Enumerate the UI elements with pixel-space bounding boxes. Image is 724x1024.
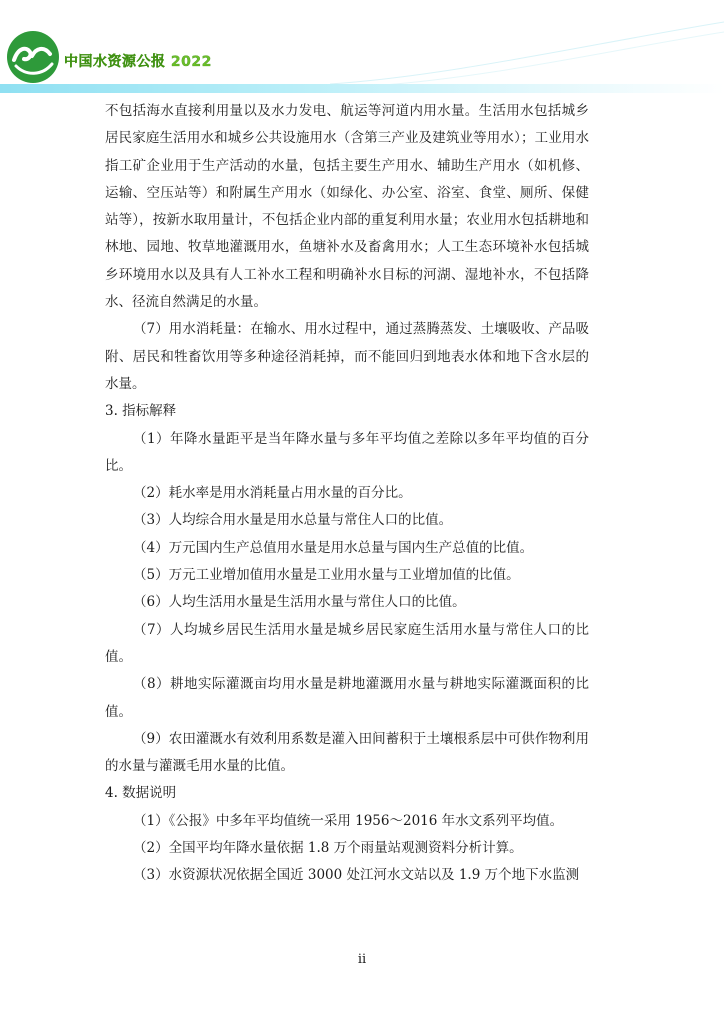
document-body <box>105 98 589 890</box>
data-note-item-3: （3）水资源状况依据全国近 3000 处江河水文站以及 1.9 万个地下水监测 <box>133 867 580 884</box>
header-color-bar <box>0 84 724 93</box>
indicator-item-5: （5）万元工业增加值用水量是工业用水量与工业增加值的比值。 <box>133 567 520 584</box>
indicator-item-6: （6）人均生活用水量是生活用水量与常住人口的比值。 <box>133 594 466 611</box>
section-heading-data-notes: 4. 数据说明 <box>105 785 177 802</box>
indicator-item-1: （1）年降水量距平是当年降水量与多年平均值之差除以多年平均值的百分比。 <box>105 430 589 474</box>
indicator-item-8: （8）耕地实际灌溉亩均用水量是耕地灌溉用水量与耕地实际灌溉面积的比值。 <box>105 676 589 720</box>
report-brand-title: 中国水资源公报 2022 <box>64 54 212 70</box>
page-number: ii <box>357 952 367 967</box>
indicator-item-7: （7）人均城乡居民生活用水量是城乡居民家庭生活用水量与常住人口的比值。 <box>105 621 589 665</box>
indicator-item-3: （3）人均综合用水量是用水总量与常住人口的比值。 <box>133 512 453 529</box>
indicator-item-9: （9）农田灌溉水有效利用系数是灌入田间蓄积于土壤根系层中可供作物利用的水量与灌溉毛用水量的比值。 <box>105 730 589 775</box>
indicator-item-2: （2）耗水率是用水消耗量占用水量的百分比。 <box>133 485 412 502</box>
header-swoosh-decoration <box>330 14 724 94</box>
paragraph-water-consumption: （7）用水消耗量：在输水、用水过程中，通过蒸腾蒸发、土壤吸收、产品吸附、居民和牲畜饮用等多种途径消耗掉，而不能回归到地表水体和地下含水层的水量。 <box>105 321 589 392</box>
water-resources-logo-icon <box>6 30 60 84</box>
data-note-item-2: （2）全国平均年降水量依据 1.8 万个雨量站观测资料分析计算。 <box>133 840 523 857</box>
page-header <box>0 0 724 100</box>
data-note-item-1: （1）《公报》中多年平均值统一采用 1956～2016 年水文系列平均值。 <box>133 812 564 829</box>
paragraph-water-use-definitions: 不包括海水直接利用量以及水力发电、航运等河道内用水量。生活用水包括城乡居民家庭生活用水和城乡公共设施用水（含第三产业及建筑业等用水）；工业用水指工矿企业用于生产活动的水量，包括主要生产用水、辅助生产用水（如机修、运输、空压站等）和附属生产用水（如绿化、办公室、浴室、食堂、厕所、保健站等），按新水取用量计，不包括企业内部的重复利用水量；农业用水包括耕地和林地、园地、牧草地灌溉用水，鱼塘补水及畜禽用水；人工生态环境补水包括城乡环境用水以及具有人工补水工程和明确补水目标的河湖、湿地补水，不包括降水、径流自然满足的水量。 <box>105 103 589 311</box>
indicator-item-4: （4）万元国内生产总值用水量是用水总量与国内生产总值的比值。 <box>133 539 534 556</box>
section-heading-indicator-explanations: 3. 指标解释 <box>105 403 177 420</box>
